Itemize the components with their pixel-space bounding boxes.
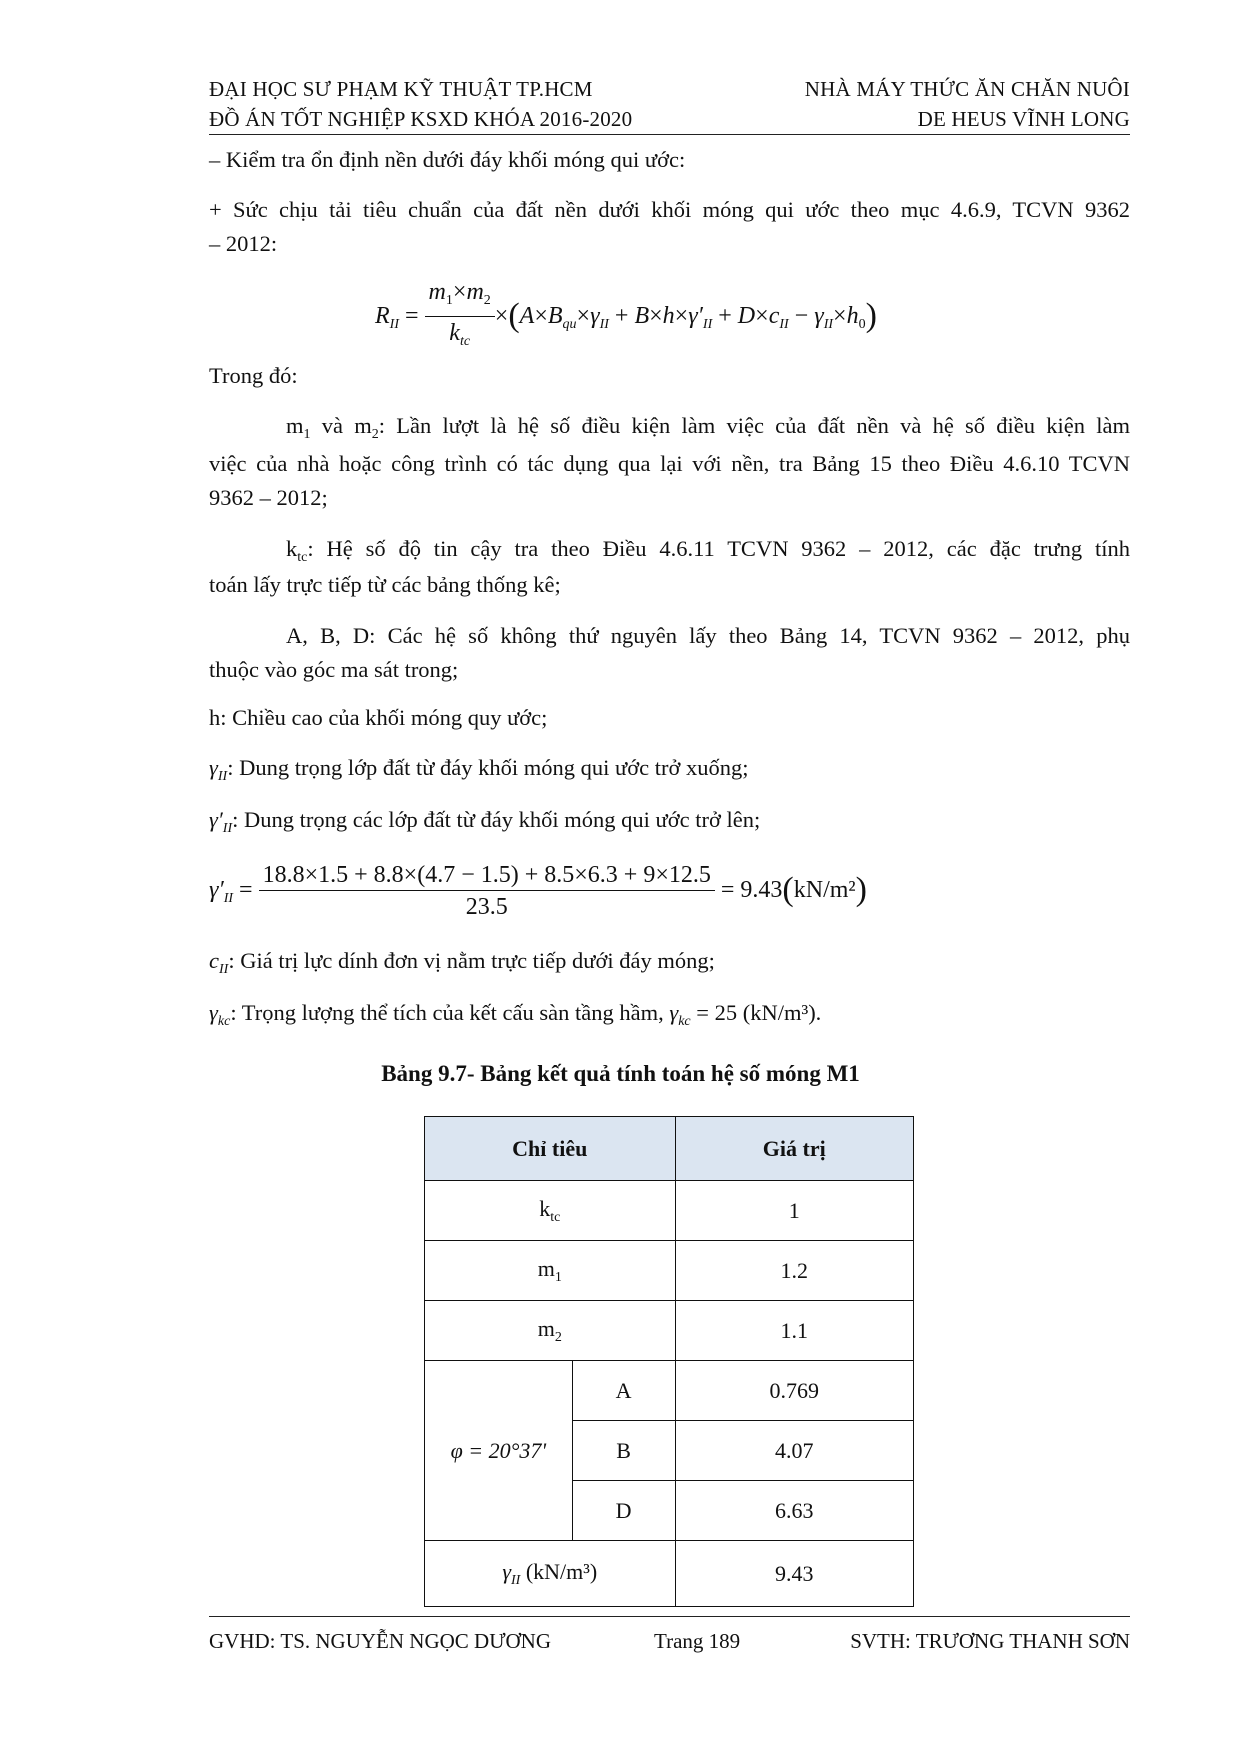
bearing-line-1: + Sức chịu tải tiêu chuẩn của đất nền dưới khối móng qui ước theo mục 4.6.9, TCVN 9362	[209, 197, 1130, 222]
h-definition: h: Chiều cao của khối móng quy ước;	[209, 705, 548, 730]
m-definition-3: 9362 – 2012;	[209, 485, 328, 510]
phi-label: φ = 20°37'	[425, 1361, 573, 1541]
header-right	[805, 74, 1130, 134]
coef-d-value: 6.63	[675, 1481, 914, 1541]
m1-label: $m_1$	[425, 1241, 676, 1301]
ktc-label: $k_{tc}$	[425, 1181, 676, 1241]
calc-denominator: 23.5	[465, 894, 508, 920]
page-number: Trang 189	[654, 1629, 741, 1653]
coef-a-label: A	[572, 1361, 675, 1421]
gamma-prime-definition: $\gamma'_{II}$: Dung trọng các lớp đất từ đáy khối móng qui ước trở lên;	[209, 807, 761, 836]
table-caption: Bảng 9.7- Bảng kết quả tính toán hệ số móng M1	[381, 1061, 860, 1086]
ktc-definition-1: $k_{tc}$: Hệ số độ tin cậy tra theo Điều 4.6.11 TCVN 9362 – 2012, các đặc trưng tính	[286, 536, 1130, 565]
coef-b-label: B	[572, 1421, 675, 1481]
project-course: ĐỒ ÁN TỐT NGHIỆP KSXD KHÓA 2016-2020	[209, 107, 633, 131]
abd-definition-2: thuộc vào góc ma sát trong;	[209, 657, 459, 682]
project-location: DE HEUS VĨNH LONG	[917, 107, 1130, 131]
ktc-definition-2: toán lấy trực tiếp từ các bảng thống kê;	[209, 572, 561, 597]
table-row	[425, 1241, 914, 1301]
m2-value: 1.1	[675, 1301, 914, 1361]
table-row	[425, 1301, 914, 1361]
coef-b-value: 4.07	[675, 1421, 914, 1481]
bearing-line-2: – 2012:	[209, 231, 278, 256]
calc-unit: kN/m²	[793, 877, 856, 904]
coef-a-value: 0.769	[675, 1361, 914, 1421]
table-header-row	[425, 1117, 914, 1181]
gamma-value: 9.43	[675, 1541, 914, 1607]
table-row	[425, 1181, 914, 1241]
supervisor: GVHD: TS. NGUYỄN NGỌC DƯƠNG	[209, 1629, 551, 1653]
abd-definition-1: A, B, D: Các hệ số không thứ nguyên lấy theo Bảng 14, TCVN 9362 – 2012, phụ	[286, 623, 1130, 648]
table-row	[425, 1541, 914, 1607]
m-definition-1: $m_1$ và $m_2$: Lần lượt là hệ số điều kiện làm việc của đất nền và hệ số điều kiện làm	[286, 413, 1130, 442]
student: SVTH: TRƯƠNG THANH SƠN	[850, 1629, 1130, 1653]
gamma-prime-calculation: $\gamma'_{II}$ = $\frac{18.8\times 1.5 + 8.8\times(4.7 - 1.5) + 8.5\times 6.3 + 9\times 12.5}{23.5}$ = 9.43(kN/m²)	[209, 860, 867, 923]
m-definition-2: việc của nhà hoặc công trình có tác dụng qua lại với nền, tra Bảng 15 theo Điều 4.6.10 TCVN	[209, 451, 1130, 476]
check-heading: – Kiểm tra ổn định nền dưới đáy khối móng qui ước:	[209, 147, 686, 172]
page-header	[209, 74, 1130, 135]
university-name: ĐẠI HỌC SƯ PHẠM KỸ THUẬT TP.HCM	[209, 77, 593, 101]
where-label: Trong đó:	[209, 363, 298, 388]
calc-numerator: 18.8×1.5 + 8.8×(4.7 − 1.5) + 8.5×6.3 + 9×12.5	[259, 860, 715, 891]
bearing-capacity-formula: $R_{II}$ = $\frac{m_1\times m_2}{k_{tc}}$ $\times(A\times B_{qu}\times\gamma_{II} + B\times h\times\gamma'_{II} + D\times c_{II} - \gamma_{II}\times h_0)$	[375, 279, 877, 349]
header-criterion: Chỉ tiêu	[425, 1117, 676, 1181]
m1-value: 1.2	[675, 1241, 914, 1301]
gamma-definition: $\gamma_{II}$: Dung trọng lớp đất từ đáy khối móng qui ước trở xuống;	[209, 755, 749, 784]
gamma-kc-definition: $\gamma_{kc}$: Trọng lượng thể tích của kết cấu sàn tầng hầm, $\gamma_{kc} = 25$ (kN/m³).	[209, 1000, 822, 1029]
gamma-label: $\gamma_{II}$ (kN/m³)	[425, 1541, 676, 1607]
results-table	[424, 1116, 914, 1607]
ktc-value: 1	[675, 1181, 914, 1241]
coef-d-label: D	[572, 1481, 675, 1541]
page-footer	[209, 1616, 1130, 1657]
calc-result: = 9.43	[720, 877, 783, 904]
header-value: Giá trị	[675, 1117, 914, 1181]
c-definition: $c_{II}$: Giá trị lực dính đơn vị nằm trực tiếp dưới đáy móng;	[209, 948, 715, 977]
table-row	[425, 1361, 914, 1421]
project-title: NHÀ MÁY THỨC ĂN CHĂN NUÔI	[804, 77, 1130, 101]
m2-label: $m_2$	[425, 1301, 676, 1361]
header-left	[209, 74, 632, 134]
